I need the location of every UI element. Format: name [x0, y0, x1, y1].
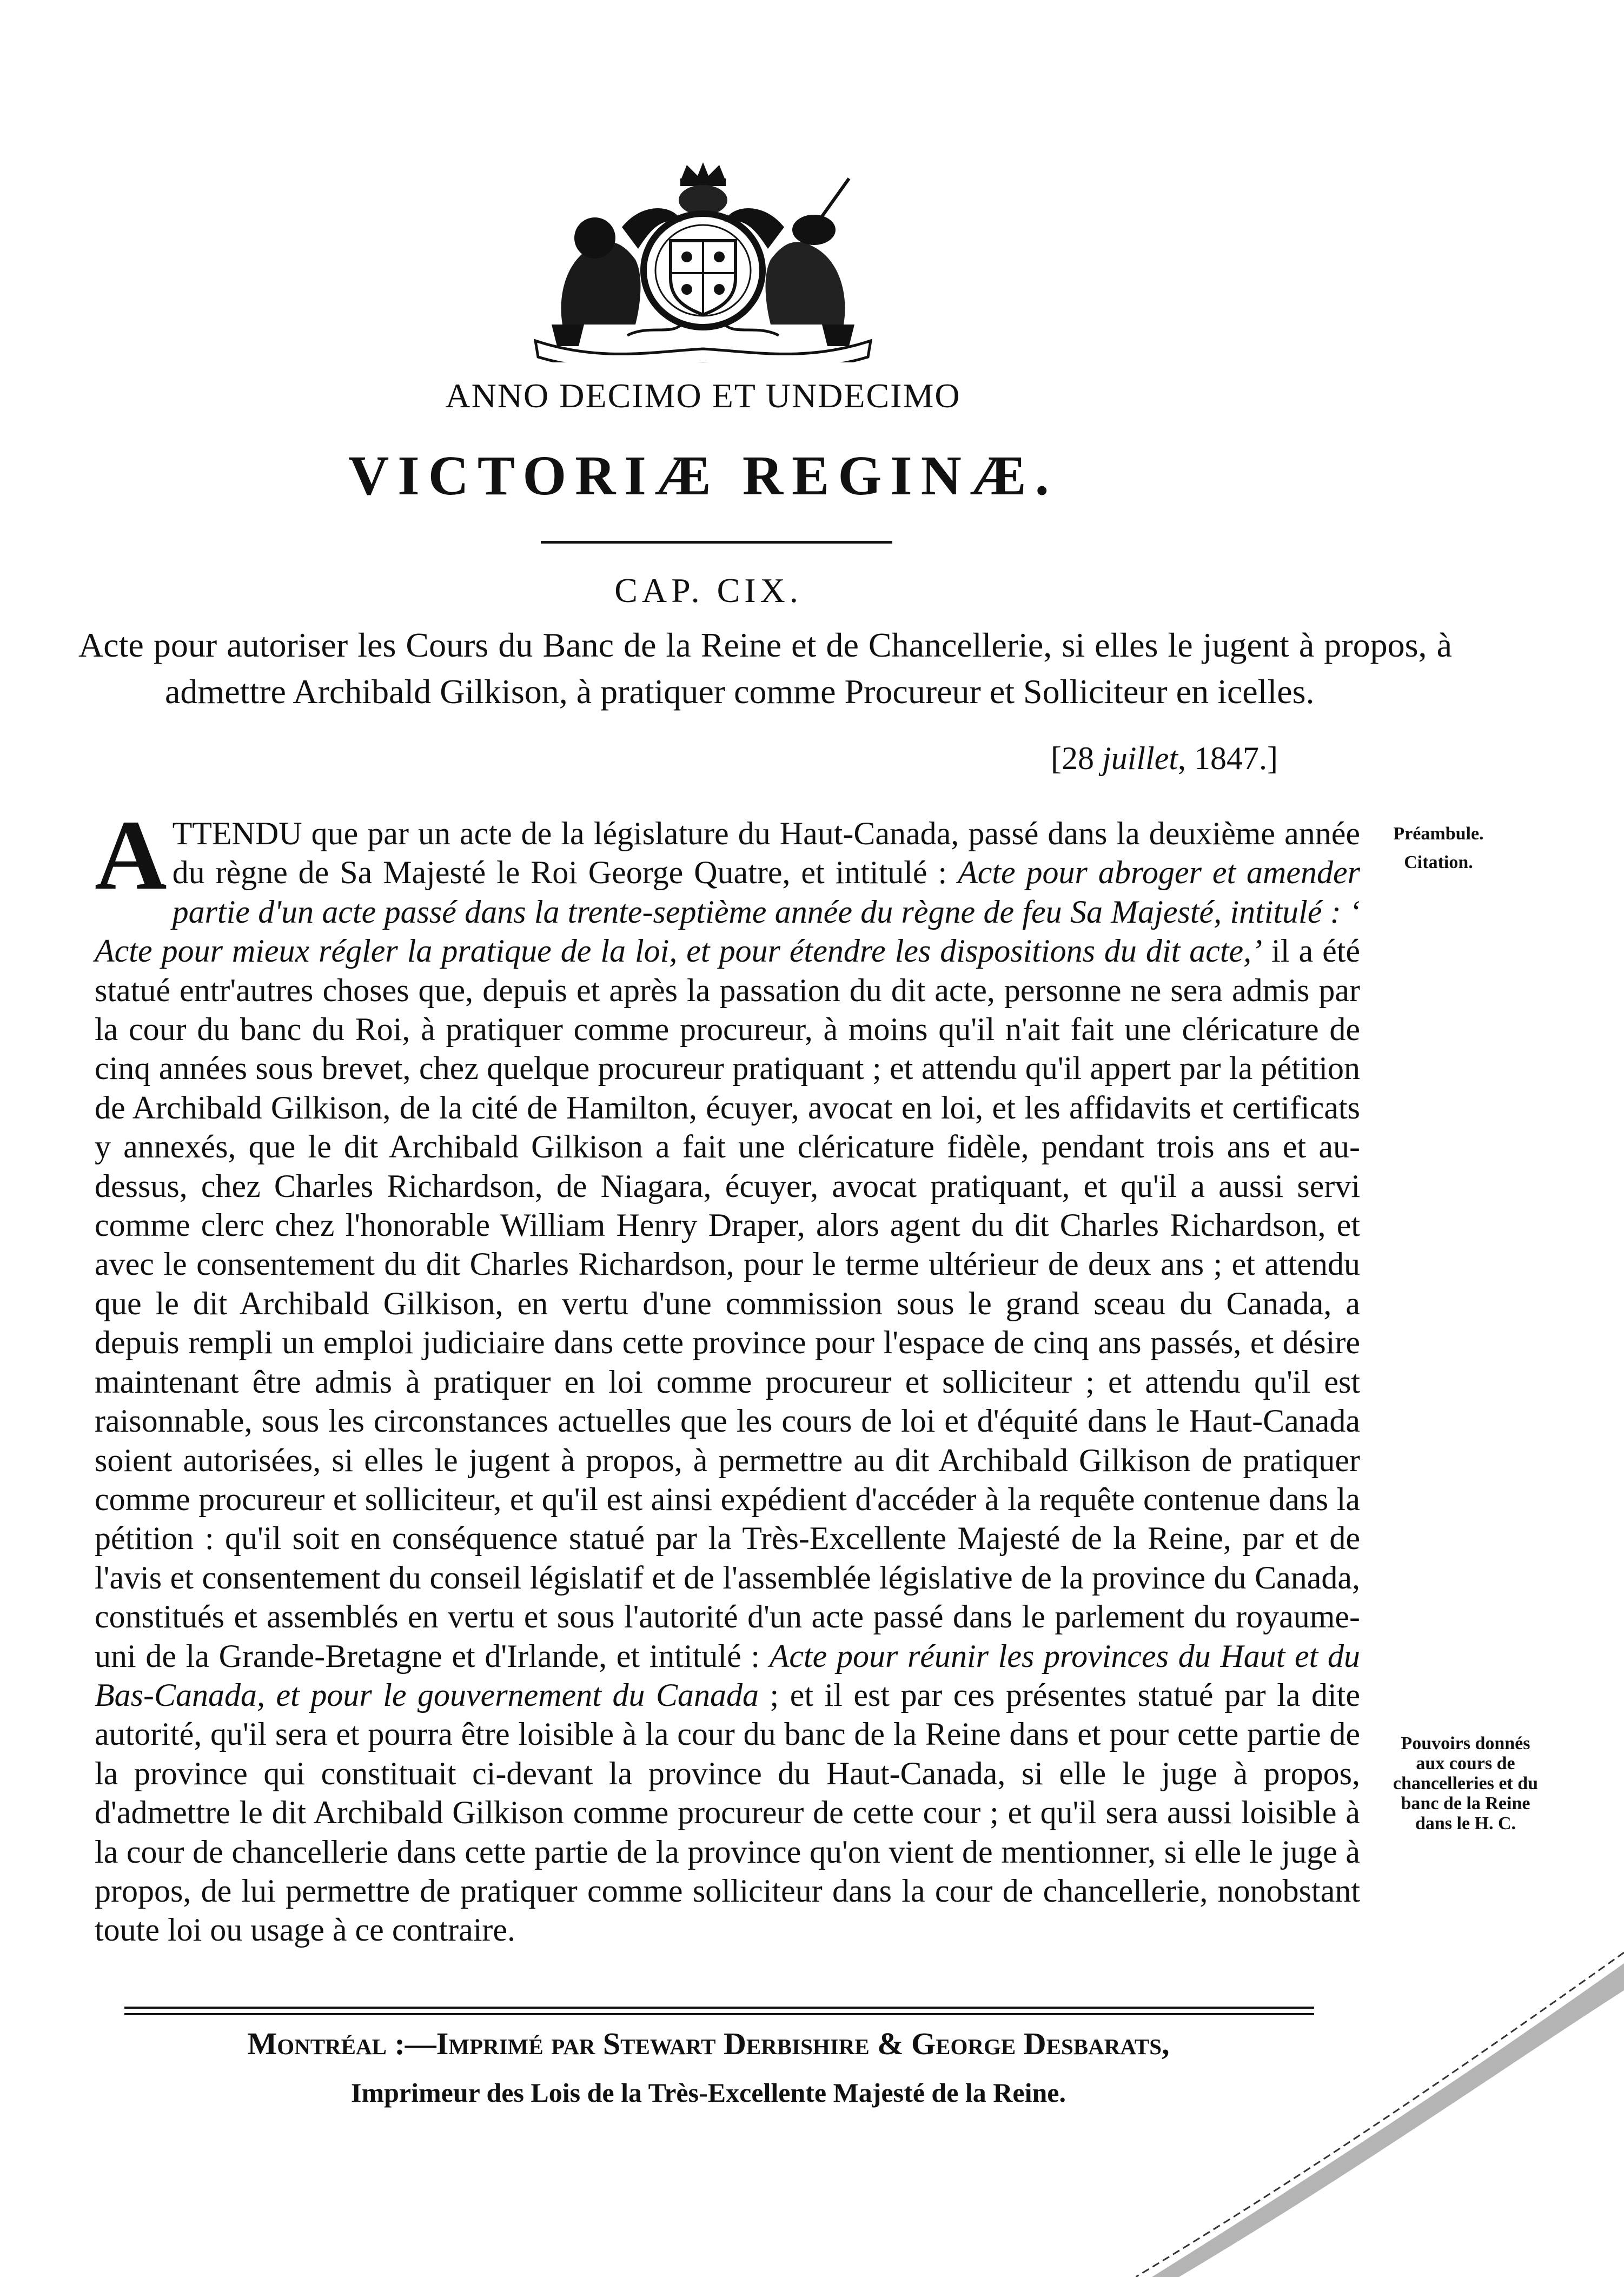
margin-note-pouvoirs: Pouvoirs donnés aux cours de chancelleries et du banc de la Reine dans le H. C.	[1393, 1733, 1539, 1833]
act-body	[95, 800, 1361, 1950]
anno-heading: ANNO DECIMO ET UNDECIMO	[445, 376, 961, 415]
act-date	[1051, 740, 1278, 777]
margin-note-citation: Citation.	[1404, 852, 1473, 872]
act-title: Acte pour autoriser les Cours du Banc de la Reine et de Chancellerie, si elles le jugent à propos, à admettre Archibald Gilkison, à pratiquer comme Procureur et Solliciteur en icelles.	[78, 626, 1452, 711]
margin-note-preambule: Préambule.	[1393, 824, 1484, 844]
royal-coat-of-arms-icon	[519, 162, 887, 362]
date-open: [28	[1051, 740, 1103, 776]
imprint-line-1: Montréal :—Imprimé par Stewart Derbishire & George Desbarats,	[247, 2026, 1170, 2061]
chapter-number: CAP. CIX.	[614, 571, 803, 610]
body-part-2: il a été statué entr'autres choses que, depuis et après la passation du dit acte, personne ne sera admis par la cour du banc du Roi, à pratiquer comme procureur, à moins qu'il n'ait fait une cléricature de cinq années sous brevet, chez quelque procureur pratiquant ; et attendu qu'il appert par la pétition de Archibald Gilkison, de la cité de Hamilton, écuyer, avocat en loi, et les affidavits et certificats y annexés, que le dit Archibald Gilkison a fait une cléricature fidèle, pendant trois ans et au-dessus, chez Charles Richardson, de Niagara, écuyer, avocat pratiquant, et qu'il a aussi servi comme clerc chez l'honorable William Henry Draper, alors agent du dit Charles Richardson, et avec le consentement du dit Charles Richardson, pour le terme ultérieur de deux ans ; et attendu que le dit Archibald Gilkison, en vertu d'une commission sous le grand sceau du Canada, a depuis rempli un emploi judiciaire dans cette province pour l'espace de cinq ans passés, et désire maintenant être admis à pratiquer en loi comme procureur et solliciteur ; et attendu qu'il est raisonnable, sous les circonstances actuelles que les cours de loi et d'équité dans le Haut-Canada soient autorisées, si elles le jugent à propos, à permettre au dit Archibald Gilkison de pratiquer comme procureur et solliciteur, et qu'il est ainsi expédient d'accéder à la requête contenue dans la pétition : qu'il soit en conséquence statué par la Très-Excellente Majesté de la Reine, par et de l'avis et consentement du conseil législatif et de l'assemblée législative de la province du Canada, constitués et assemblés en vertu et sous l'autorité d'un acte passé dans le parlement du royaume-uni de la Grande-Bretagne et d'Irlande, et intitulé :	[95, 933, 1361, 1674]
date-month: juillet	[1102, 740, 1178, 776]
victoriae-heading: VICTORIÆ REGINÆ.	[348, 445, 1058, 507]
body-citation-2: Acte pour réunir les provinces du Haut et du Bas-Canada, et pour le gouvernement du Canada	[95, 1638, 1361, 1713]
date-close: , 1847.]	[1178, 740, 1278, 776]
scan-edge-shadow-icon	[1136, 1920, 1624, 2277]
body-part-3: ; et il est par ces présentes statué par la dite autorité, qu'il sera et pourra être loisible à la cour du banc de la Reine dans et pour cette partie de la province qui constituait ci-devant la province du Haut-Canada, si elle le juge à propos, d'admettre le dit Archibald Gilkison comme procureur de cette cour ; et qu'il sera aussi loisible à la cour de chancellerie dans cette partie de la province qu'on vient de mentionner, si elle le juge à propos, de lui permettre de pratiquer comme solliciteur dans la cour de chancellerie, nonobstant toute loi ou usage à ce contraire.	[95, 1677, 1360, 1948]
body-citation-1: Acte pour abroger et amender partie d'un acte passé dans la trente-septième année du règne de feu Sa Majesté, intitulé : ‘ Acte pour mieux régler la pratique de la loi, et pour étendre les dispositions du dit acte,’	[95, 855, 1360, 969]
imprint-line-2: Imprimeur des Lois de la Très-Excellente Majesté de la Reine.	[351, 2077, 1066, 2108]
heading-rule	[541, 541, 892, 544]
drop-cap: A	[95, 800, 167, 911]
body-part-1: TTENDU que par un acte de la législature du Haut-Canada, passé dans la deuxième année du règne de Sa Majesté le Roi George Quatre, et intitulé :	[172, 816, 1360, 891]
